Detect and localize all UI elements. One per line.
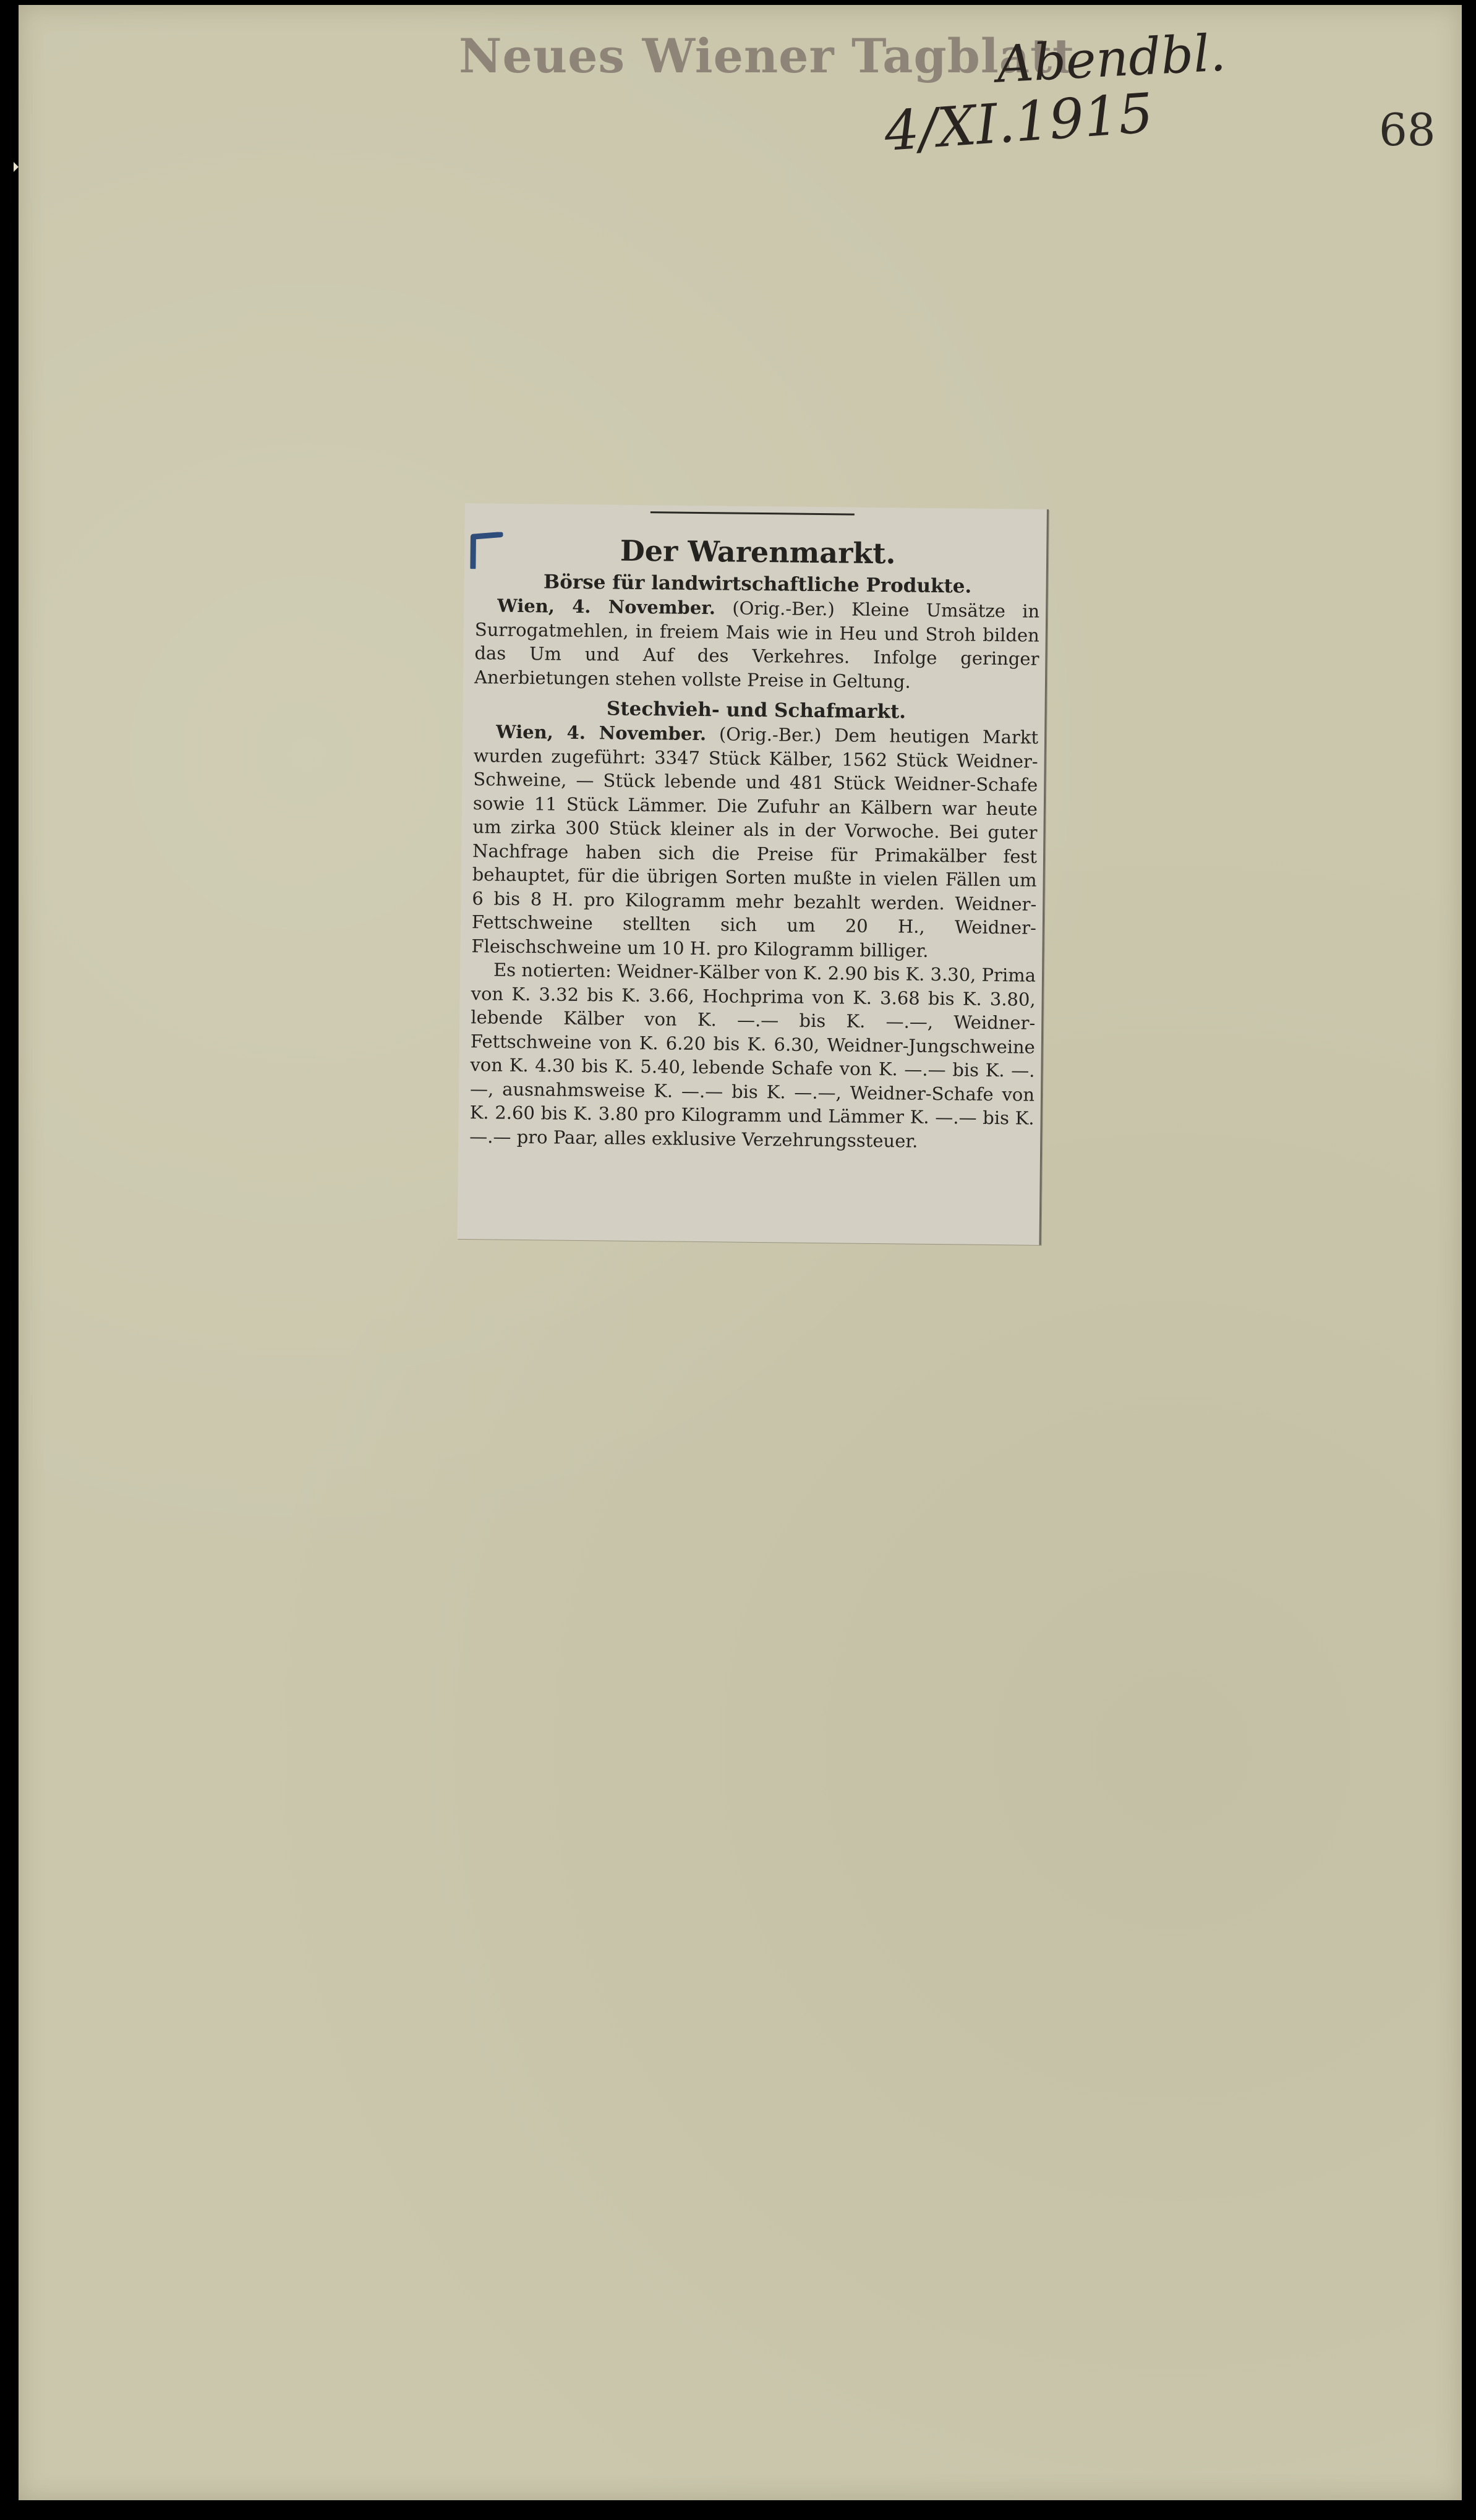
section2-dateline: Wien, 4. November.: [495, 721, 707, 745]
section1-text: (Orig.-Ber.) Kleine Umsätze in Surrogatmehlen, in freiem Mais wie in Heu und Stroh bilden das Um und Auf des Verkehres. Infolge geringer Anerbietungen stehen vollste Preise in Geltung.: [474, 597, 1040, 692]
clipping-heading: Der Warenmarkt.: [620, 534, 896, 571]
section1-subheading: Börse für landwirtschaftliche Produkte.: [543, 571, 972, 598]
handwritten-date: 4/XI.1915: [882, 80, 1156, 164]
clipping-top-rule: [651, 511, 855, 515]
section2-prices-paragraph: Es notierten: Weidner-Kälber von K. 2.90 bis K. 3.30, Prima von K. 3.32 bis K. 3.66, Hochprima von K. 3.68 bis K. 3.80, lebende Kälber von K. —.— bis K. —.—, Weidner-Fettschweine von K. 6.20 bis K. 6.30, Weidner-Jungschweine von K. 4.30 bis K. 5.40, lebende Schafe von K. —.— bis K. —.—, ausnahmsweise K. —.— bis K. —.—, Weidner-Schafe von K. 2.60 bis K. 3.80 pro Kilogramm und Lämmer K. —.— bis K. —.— pro Paar, alles exklusive Verzehrungssteuer.: [469, 959, 1036, 1152]
section2-text: (Orig.-Ber.) Dem heutigen Markt wurden zugeführt: 3347 Stück Kälber, 1562 Stück Weidner-Schweine, — Stück lebende und 481 Stück Weidner-Schafe sowie 11 Stück Lämmer. Die Zufuhr an Kälbern war heute um zirka 300 Stück kleiner als in der Vorwoche. Bei guter Nachfrage haben sich die Preise für Primakälber fest behauptet, für die übrigen Sorten mußte in vielen Fällen um 6 bis 8 H. pro Kilogramm mehr bezahlt werden. Weidner-Fettschweine stellten sich um 20 H., Weidner-Fleischschweine um 10 H. pro Kilogramm billiger.: [471, 723, 1039, 961]
handwritten-edition: Abendbl.: [995, 23, 1227, 95]
section1-paragraph: [474, 594, 1040, 695]
edge-notch-icon: [14, 162, 19, 172]
blue-pencil-mark-icon: [468, 532, 503, 569]
section1-dateline: Wien, 4. November.: [497, 595, 716, 619]
newspaper-title-stamp: Neues Wiener Tagblatt: [459, 28, 1075, 83]
page-number: 68: [1379, 104, 1436, 156]
archive-sheet: [19, 5, 1462, 2500]
section2-subheading: Stechvieh- und Schafmarkt.: [606, 697, 907, 723]
newspaper-clipping: [458, 503, 1049, 1245]
section2-paragraph: [471, 720, 1038, 964]
